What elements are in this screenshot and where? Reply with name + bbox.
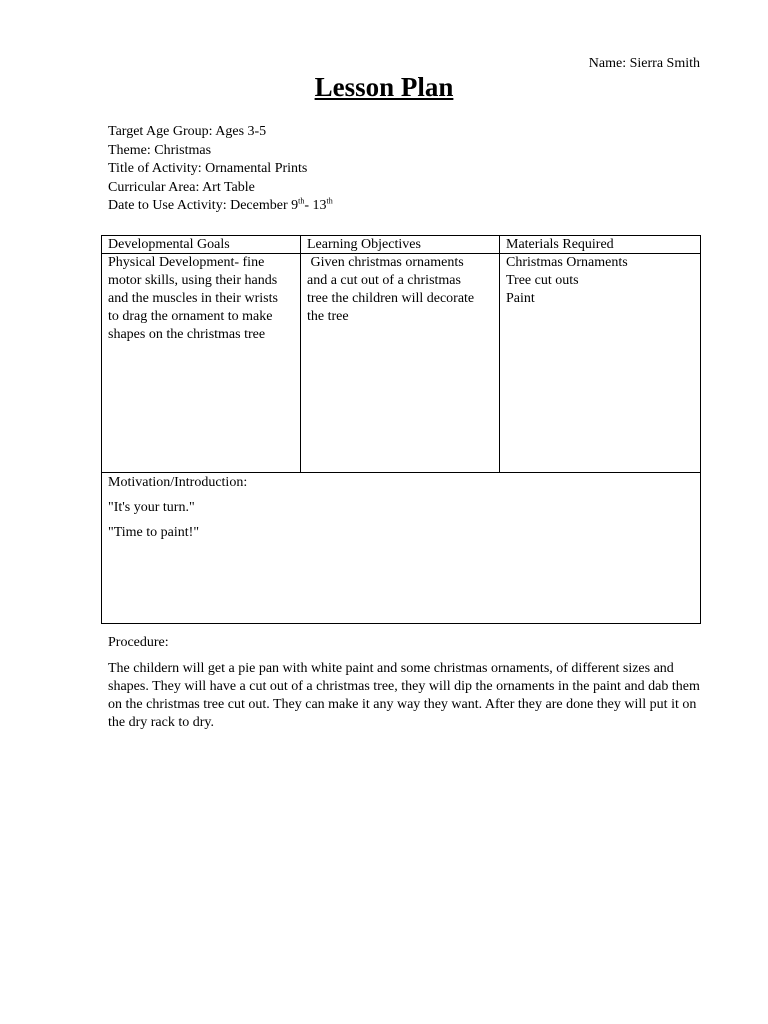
table-header-row	[102, 236, 701, 254]
materials-item: Paint	[506, 291, 535, 306]
date-middle: - 13	[304, 198, 327, 213]
goals-line: motor skills, using their hands	[108, 273, 278, 288]
target-age-group: Target Age Group: Ages 3-5	[108, 124, 267, 139]
goals-line: shapes on the christmas tree	[108, 327, 266, 342]
date-suffix-1: th	[298, 196, 305, 206]
motivation-label: Motivation/Introduction:	[108, 475, 248, 490]
table-body-row	[102, 254, 701, 473]
goals-line: and the muscles in their wrists	[108, 291, 278, 306]
activity-title: Title of Activity: Ornamental Prints	[108, 161, 308, 176]
activity-date	[108, 197, 333, 216]
procedure-text: The childern will get a pie pan with white paint and some christmas ornaments, of different sizes and shapes. They will have a cut out of a christmas tree, they will dip the ornaments in the paint and dab them on the christmas tree cut out. They can make it any way they want. After they are done they will put it on the dry rack to dry.	[108, 661, 700, 730]
materials-item: Tree cut outs	[506, 273, 579, 288]
procedure-section	[108, 634, 708, 740]
theme: Theme: Christmas	[108, 142, 212, 158]
objectives-line: the tree	[307, 309, 349, 324]
header-objectives: Learning Objectives	[301, 236, 500, 254]
activity-info	[108, 123, 333, 216]
objectives-line: and a cut out of a christmas	[307, 273, 461, 288]
goals-cell	[102, 254, 301, 473]
page-title: Lesson Plan	[314, 72, 454, 102]
date-suffix-2: th	[326, 196, 333, 206]
header-goals: Developmental Goals	[102, 236, 301, 254]
procedure-label: Procedure:	[108, 635, 169, 650]
motivation-line: "Time to paint!"	[108, 525, 200, 540]
header-materials: Materials Required	[500, 236, 701, 254]
lesson-table	[101, 235, 701, 624]
objectives-cell	[301, 254, 500, 473]
student-name: Name: Sierra Smith	[588, 56, 700, 71]
motivation-row	[102, 473, 701, 624]
materials-cell	[500, 254, 701, 473]
goals-line: Physical Development- fine	[108, 255, 265, 270]
motivation-cell	[102, 473, 701, 624]
materials-item: Christmas Ornaments	[506, 255, 628, 270]
objectives-line: tree the children will decorate	[307, 291, 475, 306]
curricular-area: Curricular Area: Art Table	[108, 179, 255, 195]
objectives-line: Given christmas ornaments	[307, 255, 464, 270]
date-prefix: Date to Use Activity: December 9	[108, 198, 299, 213]
motivation-line: "It's your turn."	[108, 500, 195, 515]
goals-line: to drag the ornament to make	[108, 309, 273, 324]
